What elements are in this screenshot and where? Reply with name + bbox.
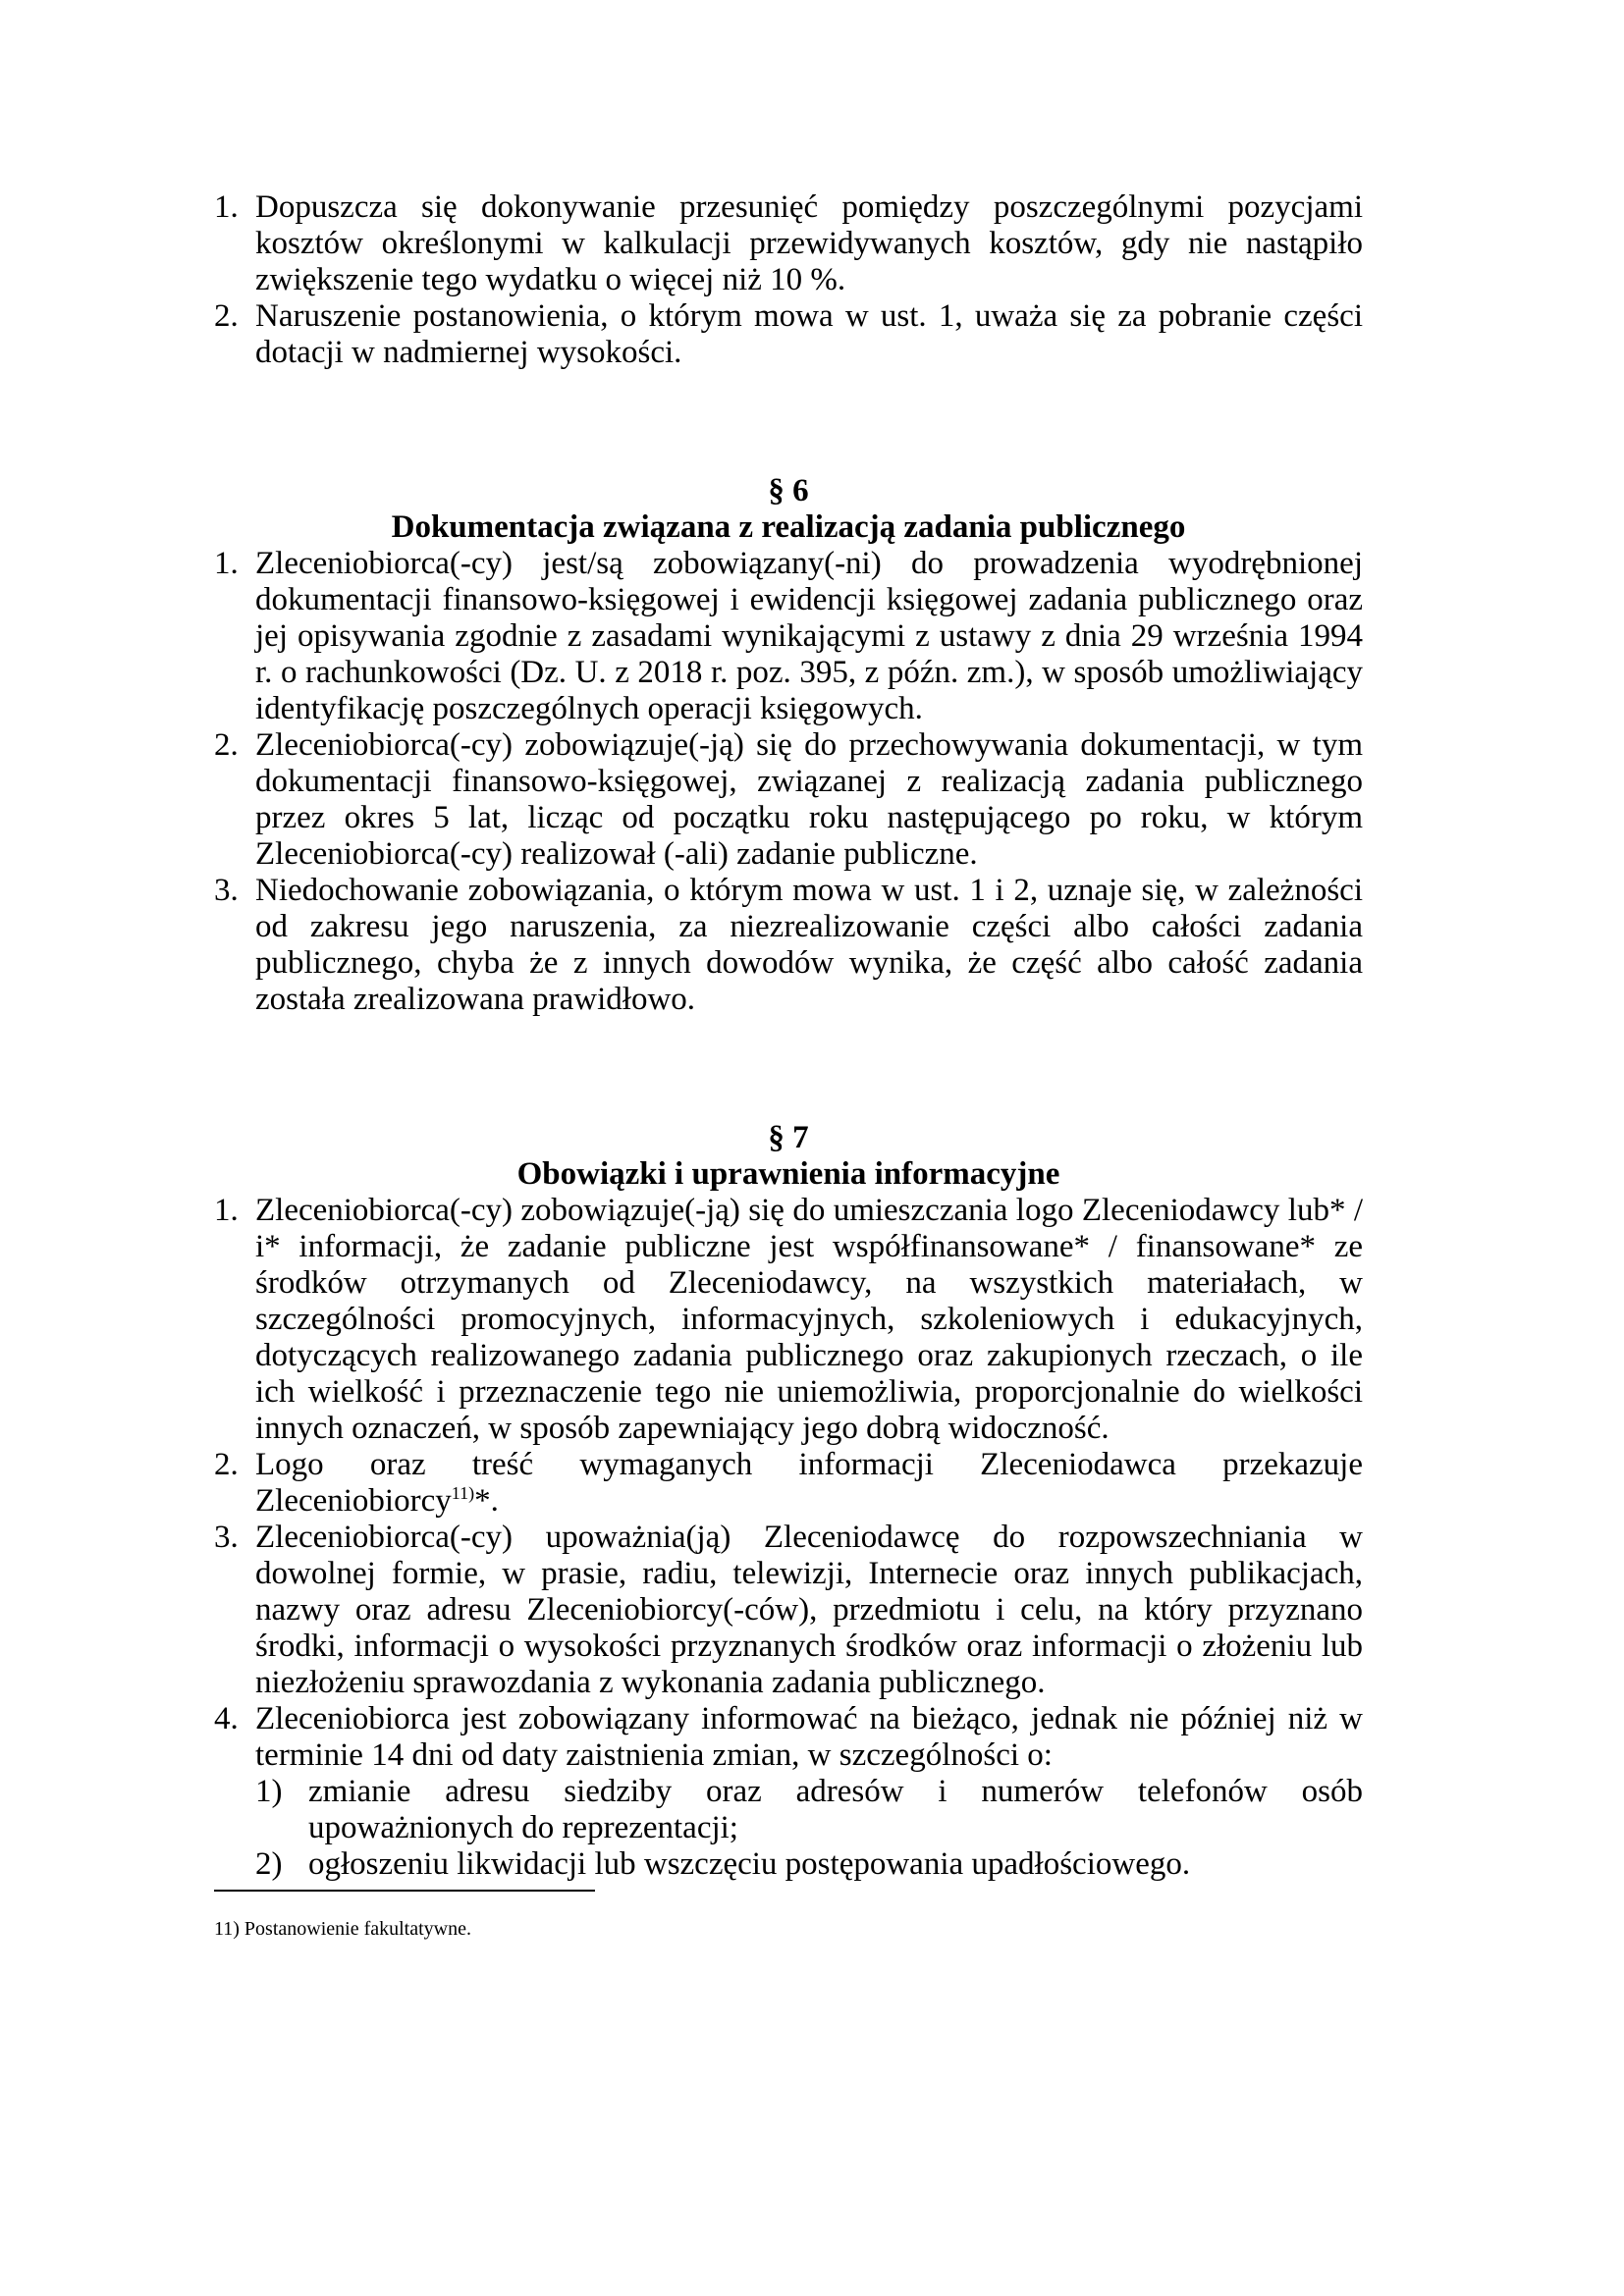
footnote-separator [214, 1890, 595, 1892]
item-number: 3. [214, 873, 239, 908]
item-text: Zleceniobiorca(-cy) zobowiązuje(-ją) się do umieszczania logo Zleceniodawcy lub* / i* informacji, że zadanie publiczne jest współfinansowane* / finansowane* ze środków otrzymanych od Zleceniodawcy, na wszystkich materiałach, w szczególności promocyjnych, informacyjnych, szkoleniowych i edukacyjnych, dotyczących realizowanego zadania publicznego oraz zakupionych rzeczach, o ile ich wielkość i przeznaczenie tego nie uniemożliwia, proporcjonalnie do wielkości innych oznaczeń, w sposób zapewniający jego dobrą widoczność. [255, 1193, 1363, 1446]
item-number: 3. [214, 1520, 239, 1555]
sub-list-item [255, 1846, 1363, 1883]
section-7-list [214, 1193, 1363, 1883]
item-text: Naruszenie postanowienia, o którym mowa w ust. 1, uważa się za pobranie części dotacji w nadmiernej wysokości. [255, 298, 1363, 370]
item-number: 2. [214, 298, 239, 334]
list-item [214, 298, 1363, 371]
item-number: 1. [214, 1193, 239, 1228]
sub-list-item [255, 1774, 1363, 1846]
document-body [214, 189, 1363, 1883]
list-item [214, 189, 1363, 298]
list-item [214, 1520, 1363, 1701]
item-number: 4. [214, 1701, 239, 1736]
item-number: 1. [214, 189, 239, 225]
item-text: Zleceniobiorca(-cy) zobowiązuje(-ją) się do przechowywania dokumentacji, w tym dokumentacji finansowo-księgowej, związanej z realizacją zadania publicznego przez okres 5 lat, licząc od początku roku następującego po roku, w którym Zleceniobiorca(-cy) realizował (-ali) zadanie publiczne. [255, 727, 1363, 872]
list-item [214, 727, 1363, 873]
item-text-suffix: *. [474, 1483, 499, 1519]
item-number: 2. [214, 1447, 239, 1482]
item-number: 2. [214, 727, 239, 763]
section-6-title: Dokumentacja związana z realizacją zadania publicznego [391, 509, 1186, 545]
item-number: 1. [214, 546, 239, 581]
sub-list [255, 1774, 1363, 1883]
list-item [214, 873, 1363, 1018]
item-text: Niedochowanie zobowiązania, o którym mowa w ust. 1 i 2, uznaje się, w zależności od zakresu jego naruszenia, za niezrealizowanie części albo całości zadania publicznego, chyba że z innych dowodów wynika, że część albo całość zadania została zrealizowana prawidłowo. [255, 873, 1363, 1017]
section-7-title: Obowiązki i uprawnienia informacyjne [516, 1156, 1060, 1192]
footnote: 11) Postanowienie fakultatywne. [214, 1918, 471, 1940]
item-text: Dopuszcza się dokonywanie przesunięć pomiędzy poszczególnymi pozycjami kosztów określonymi w kalkulacji przewidywanych kosztów, gdy nie nastąpiło zwiększenie tego wydatku o więcej niż 10 %. [255, 189, 1363, 297]
sub-item-text: zmianie adresu siedziby oraz adresów i numerów telefonów osób upoważnionych do reprezentacji; [308, 1774, 1363, 1845]
list-item [214, 546, 1363, 727]
sub-item-number: 2) [255, 1846, 283, 1882]
item-text: Logo oraz treść wymaganych informacji Zleceniodawca przekazuje Zleceniobiorcy [255, 1447, 1363, 1519]
item-text: Zleceniobiorca(-cy) jest/są zobowiązany(-ni) do prowadzenia wyodrębnionej dokumentacji finansowo-księgowej i ewidencji księgowej zadania publicznego oraz jej opisywania zgodnie z zasadami wynikającymi z ustawy z dnia 29 września 1994 r. o rachunkowości (Dz. U. z 2018 r. poz. 395, z późn. zm.), w sposób umożliwiający identyfikację poszczególnych operacji księgowych. [255, 546, 1363, 726]
section-6-number: § 6 [768, 473, 809, 508]
list-item [214, 1193, 1363, 1447]
list-item [214, 1701, 1363, 1883]
sub-item-number: 1) [255, 1774, 283, 1809]
sub-item-text: ogłoszeniu likwidacji lub wszczęciu postępowania upadłościowego. [308, 1846, 1191, 1882]
footnote-reference: 11) [451, 1483, 475, 1503]
list-item [214, 1447, 1363, 1520]
section-6-list [214, 546, 1363, 1018]
item-text: Zleceniobiorca jest zobowiązany informować na bieżąco, jednak nie później niż w terminie 14 dni od daty zaistnienia zmian, w szczególności o: [255, 1701, 1363, 1773]
section-7-number: § 7 [768, 1120, 809, 1155]
item-text: Zleceniobiorca(-cy) upoważnia(ją) Zleceniodawcę do rozpowszechniania w dowolnej formie, w prasie, radiu, telewizji, Internecie oraz innych publikacjach, nazwy oraz adresu Zleceniobiorcy(-ców), przedmiotu i celu, na który przyznano środki, informacji o wysokości przyznanych środków oraz informacji o złożeniu lub niezłożeniu sprawozdania z wykonania zadania publicznego. [255, 1520, 1363, 1700]
intro-list [214, 189, 1363, 371]
